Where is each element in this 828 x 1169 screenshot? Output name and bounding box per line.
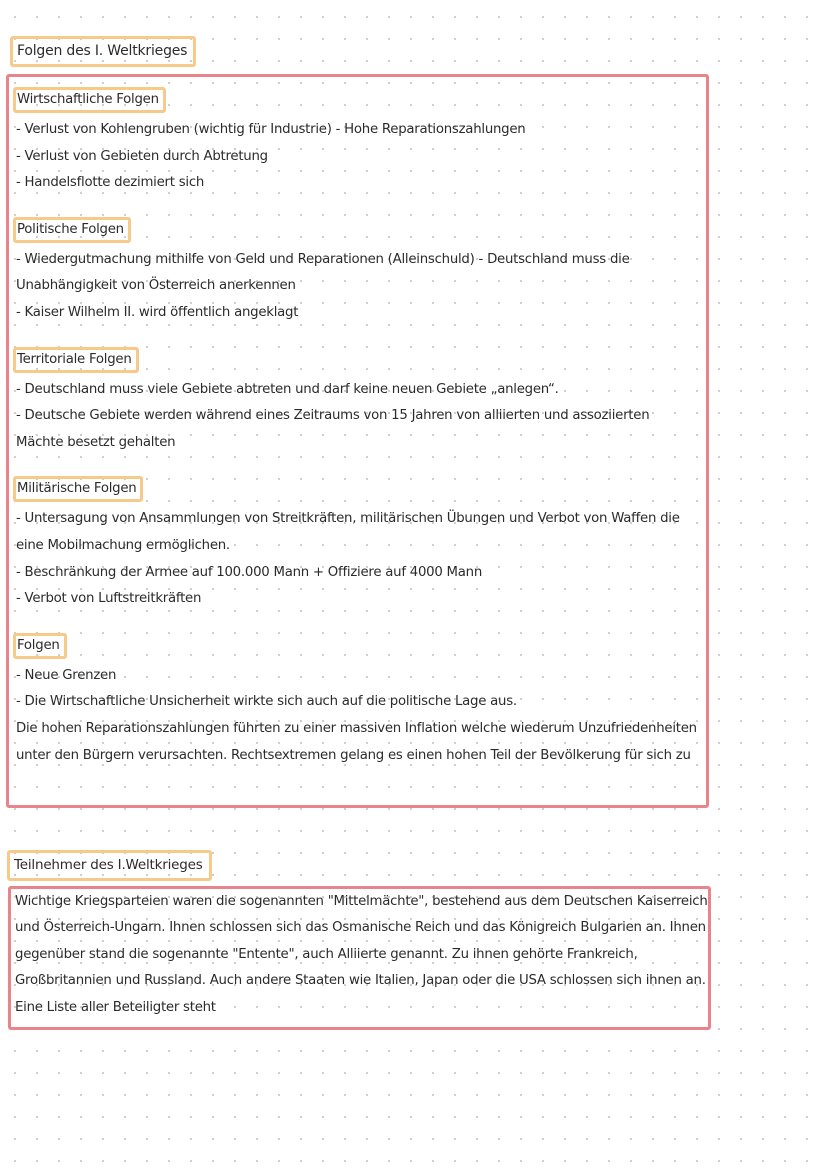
section-line: - Handelsflotte dezimiert sich	[16, 175, 205, 191]
section-line: - Untersagung von Ansammlungen von Streitkräften, militärischen Übungen und Verbot von Waffen die	[16, 511, 680, 527]
section-line: - Verlust von Gebieten durch Abtretung	[16, 148, 268, 164]
section-line: Mächte besetzt gehalten	[16, 434, 176, 450]
section-line: - Verbot von Luftstreitkräften	[16, 591, 202, 607]
section-line: - Verlust von Kohlengruben (wichtig für Industrie) - Hohe Reparationszahlungen	[16, 122, 526, 137]
section-line: - Deutschland muss viele Gebiete abtreten und darf keine neuen Gebiete „anlegen“.	[16, 381, 559, 397]
section-line: Die hohen Reparationszahlungen führten zu einer massiven Inflation welche wiederum Unzufriedenheiten	[16, 720, 697, 736]
section-line: - Wiedergutmachung mithilfe von Geld und Reparationen (Alleinschuld) - Deutschland muss die	[16, 251, 630, 267]
page-title: Folgen des I. Weltkrieges	[10, 36, 196, 67]
section-territorial	[16, 347, 697, 457]
section-line: - Deutsche Gebiete werden während eines Zeitraums von 15 Jahren von alliierten und assoziierten	[16, 408, 650, 424]
section-military	[16, 476, 697, 612]
section-political	[16, 217, 697, 327]
section-heading-territorial: Territoriale Folgen	[13, 347, 139, 373]
consequences-content	[16, 87, 697, 789]
section-consequences	[16, 633, 697, 769]
section-line: - Kaiser Wilhelm II. wird öffentlich angeklagt	[16, 304, 299, 320]
paragraph-line: Eine Liste aller Beteiligter steht	[15, 999, 216, 1015]
section-heading-military: Militärische Folgen	[13, 476, 143, 502]
paragraph-line: Wichtige Kriegsparteien waren die sogenannten "Mittelmächte", bestehend aus dem Deutschen Kaiserreich	[15, 894, 708, 909]
section-line: unter den Bürgern verursachten. Rechtsextremen gelang es einen hohen Teil der Bevölkerung für sich zu	[16, 747, 691, 763]
section-heading-political: Politische Folgen	[13, 217, 131, 243]
paragraph-line: gegenüber stand die sogenannte "Entente", auch Alliierte genannt. Zu ihnen gehörte Frankreich,	[15, 946, 638, 962]
section-heading-consequences: Folgen	[13, 633, 67, 659]
section-line: eine Mobilmachung ermöglichen.	[16, 537, 230, 553]
section-line: - Die Wirtschaftliche Unsicherheit wirkte sich auch auf die politische Lage aus.	[16, 694, 517, 710]
section-line: Unabhängigkeit von Österreich anerkennen	[16, 278, 296, 294]
participants-title: Teilnehmer des I.Weltkrieges	[7, 850, 212, 881]
participants-content	[15, 889, 708, 1021]
section-economic	[16, 87, 697, 197]
section-line: - Neue Grenzen	[16, 667, 117, 683]
paragraph-line: Großbritannien und Russland. Auch andere Staaten wie Italien, Japan oder die USA schlossen sich ihnen an.	[15, 973, 706, 989]
section-heading-economic: Wirtschaftliche Folgen	[13, 87, 166, 113]
paragraph-line: und Österreich-Ungarn. Ihnen schlossen sich das Osmanische Reich und das Königreich Bulgarien an. Ihnen	[15, 920, 706, 936]
section-line: - Beschränkung der Armee auf 100.000 Mann + Offiziere auf 4000 Mann	[16, 564, 483, 580]
